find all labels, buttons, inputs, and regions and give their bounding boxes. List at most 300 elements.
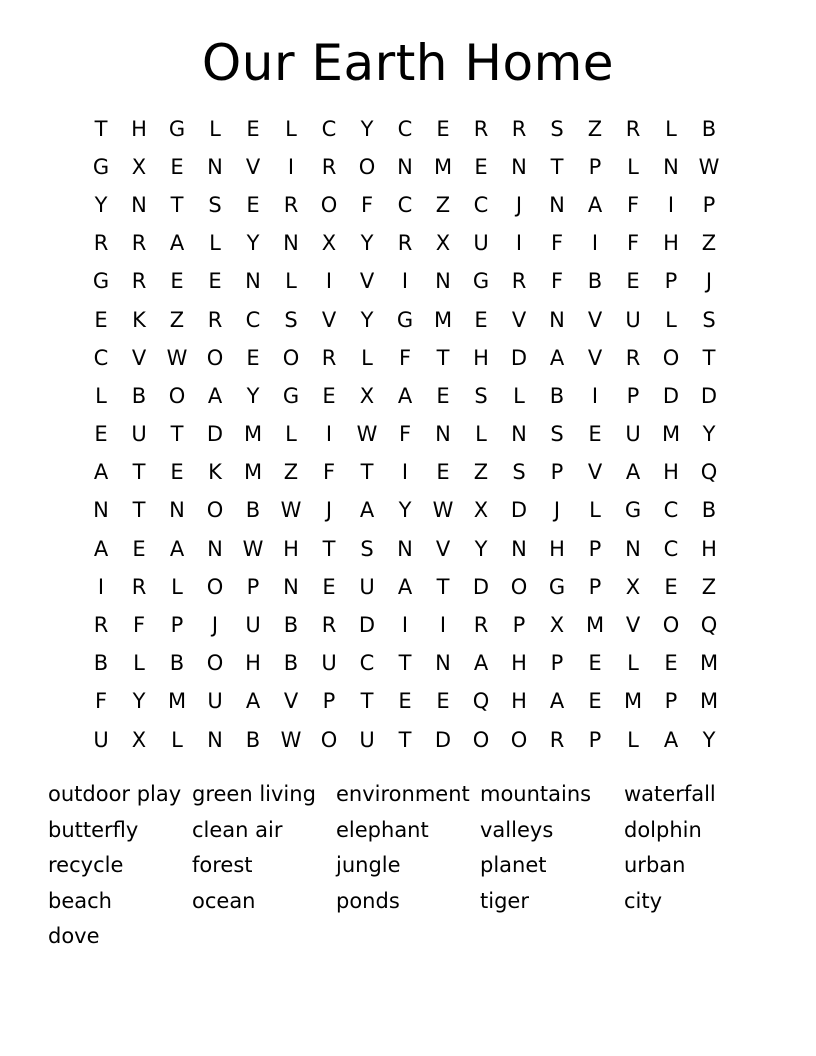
grid-letter: L [475, 422, 487, 447]
word-list-item: valleys [480, 817, 554, 842]
word-list-item: ocean [192, 888, 256, 913]
grid-letter: I [287, 154, 295, 179]
grid-letter: I [401, 460, 409, 485]
grid-letter: E [436, 116, 450, 141]
grid-letter: Z [701, 231, 717, 256]
grid-letter: S [284, 307, 298, 332]
grid-letter: O [510, 727, 528, 752]
grid-letter: P [702, 192, 716, 217]
grid-letter: B [701, 116, 717, 141]
grid-letter: N [245, 269, 261, 294]
grid-letter: L [665, 307, 677, 332]
grid-letter: F [398, 345, 412, 370]
grid-letter: P [664, 689, 678, 714]
grid-letter: I [401, 269, 409, 294]
grid-letter: J [325, 498, 333, 523]
grid-letter: J [553, 498, 561, 523]
grid-letter: N [207, 154, 223, 179]
grid-letter: O [662, 345, 680, 370]
grid-letter: L [285, 422, 297, 447]
grid-letter: W [242, 536, 264, 561]
grid-letter: I [97, 574, 105, 599]
grid-letter: H [245, 651, 261, 676]
grid-letter: E [322, 574, 336, 599]
grid-letter: O [320, 727, 338, 752]
grid-letter: O [206, 574, 224, 599]
grid-letter: T [550, 154, 564, 179]
grid-letter: X [435, 231, 451, 256]
grid-letter: P [626, 383, 640, 408]
grid-letter: E [170, 269, 184, 294]
grid-letter: A [169, 231, 185, 256]
grid-letter: I [325, 422, 333, 447]
grid-letter: R [397, 231, 413, 256]
grid-letter: C [321, 116, 337, 141]
grid-letter: B [245, 498, 261, 523]
grid-letter: R [207, 307, 223, 332]
grid-letter: V [283, 689, 299, 714]
grid-letter: M [623, 689, 643, 714]
grid-letter: V [435, 536, 451, 561]
grid-letter: V [587, 460, 603, 485]
grid-letter: E [208, 269, 222, 294]
grid-letter: F [322, 460, 336, 485]
grid-letter: Y [360, 231, 374, 256]
grid-letter: M [699, 689, 719, 714]
grid-letter: W [432, 498, 454, 523]
word-list-item: clean air [192, 817, 283, 842]
grid-letter: Y [94, 192, 108, 217]
grid-letter: L [133, 651, 145, 676]
grid-letter: M [699, 651, 719, 676]
grid-letter: C [473, 192, 489, 217]
grid-letter: R [93, 231, 109, 256]
grid-letter: Z [435, 192, 451, 217]
grid-letter: T [436, 345, 450, 370]
grid-letter: I [591, 231, 599, 256]
grid-letter: H [131, 116, 147, 141]
word-list-item: outdoor play [48, 782, 182, 806]
grid-letter: G [92, 269, 110, 294]
grid-letter: E [132, 536, 146, 561]
grid-letter: Q [472, 689, 490, 714]
grid-letter: W [166, 345, 188, 370]
grid-letter: E [588, 651, 602, 676]
grid-letter: C [245, 307, 261, 332]
grid-letter: E [246, 192, 260, 217]
grid-letter: B [283, 613, 299, 638]
grid-letter: N [397, 536, 413, 561]
grid-letter: E [626, 269, 640, 294]
grid-letter: X [359, 383, 375, 408]
grid-letter: E [664, 651, 678, 676]
grid-letter: T [360, 460, 374, 485]
grid-letter: F [626, 231, 640, 256]
grid-letter: L [285, 116, 297, 141]
grid-letter: B [283, 651, 299, 676]
grid-letter: U [321, 651, 337, 676]
grid-letter: B [701, 498, 717, 523]
grid-letter: X [625, 574, 641, 599]
grid-letter: E [170, 154, 184, 179]
grid-letter: A [207, 383, 223, 408]
grid-letter: V [587, 345, 603, 370]
grid-letter: W [280, 727, 302, 752]
letter-grid [82, 110, 728, 759]
grid-letter: C [663, 536, 679, 561]
word-list-item: elephant [336, 817, 429, 842]
grid-letter: R [625, 116, 641, 141]
grid-letter: U [131, 422, 147, 447]
grid-letter: U [473, 231, 489, 256]
grid-letter: E [474, 307, 488, 332]
grid-letter: D [358, 613, 376, 638]
grid-letter: L [209, 231, 221, 256]
grid-letter: B [245, 727, 261, 752]
grid-letter: O [168, 383, 186, 408]
grid-letter: D [434, 727, 452, 752]
grid-letter: W [356, 422, 378, 447]
grid-letter: F [94, 689, 108, 714]
grid-letter: G [282, 383, 300, 408]
grid-letter: E [94, 307, 108, 332]
word-list [48, 777, 768, 955]
grid-letter: N [625, 536, 641, 561]
grid-letter: S [512, 460, 526, 485]
grid-letter: M [433, 307, 453, 332]
grid-letter: T [132, 498, 146, 523]
grid-letter: I [667, 192, 675, 217]
grid-letter: X [549, 613, 565, 638]
grid-letter: H [663, 231, 679, 256]
grid-letter: G [548, 574, 566, 599]
grid-letter: V [131, 345, 147, 370]
grid-letter: Y [246, 231, 260, 256]
grid-letter: N [511, 536, 527, 561]
grid-letter: A [397, 383, 413, 408]
grid-letter: I [325, 269, 333, 294]
grid-letter: T [702, 345, 716, 370]
grid-letter: N [435, 422, 451, 447]
grid-letter: R [511, 269, 527, 294]
grid-letter: U [625, 422, 641, 447]
grid-letter: X [131, 154, 147, 179]
grid-letter: M [243, 422, 263, 447]
grid-letter: J [211, 613, 219, 638]
grid-letter: D [510, 345, 528, 370]
grid-letter: F [550, 231, 564, 256]
grid-letter: N [397, 154, 413, 179]
grid-letter: E [588, 689, 602, 714]
grid-letter: N [663, 154, 679, 179]
grid-letter: N [511, 154, 527, 179]
grid-letter: E [170, 460, 184, 485]
grid-letter: F [626, 192, 640, 217]
grid-letter: A [549, 345, 565, 370]
word-list-item: environment [336, 782, 470, 806]
grid-letter: P [512, 613, 526, 638]
grid-letter: O [320, 192, 338, 217]
grid-letter: V [511, 307, 527, 332]
grid-letter: R [473, 116, 489, 141]
grid-letter: I [515, 231, 523, 256]
grid-letter: C [397, 116, 413, 141]
page-title: Our Earth Home [201, 34, 615, 92]
grid-letter: R [283, 192, 299, 217]
grid-letter: H [511, 651, 527, 676]
grid-letter: W [280, 498, 302, 523]
grid-letter: M [243, 460, 263, 485]
grid-letter: E [246, 116, 260, 141]
grid-letter: V [321, 307, 337, 332]
grid-letter: U [359, 727, 375, 752]
grid-letter: S [550, 116, 564, 141]
grid-letter: R [93, 613, 109, 638]
grid-letter: P [246, 574, 260, 599]
grid-letter: A [587, 192, 603, 217]
grid-letter: Z [283, 460, 299, 485]
grid-letter: Y [360, 116, 374, 141]
grid-letter: P [170, 613, 184, 638]
grid-letter: L [209, 116, 221, 141]
grid-letter: N [131, 192, 147, 217]
grid-letter: T [436, 574, 450, 599]
grid-letter: A [93, 536, 109, 561]
grid-letter: T [94, 116, 108, 141]
grid-letter: C [359, 651, 375, 676]
grid-letter: D [662, 383, 680, 408]
grid-letter: G [396, 307, 414, 332]
grid-letter: F [398, 422, 412, 447]
grid-letter: T [360, 689, 374, 714]
grid-letter: P [550, 460, 564, 485]
word-list-item: butterfly [48, 817, 139, 842]
grid-letter: A [169, 536, 185, 561]
grid-letter: U [93, 727, 109, 752]
grid-letter: L [361, 345, 373, 370]
grid-letter: N [435, 269, 451, 294]
grid-letter: J [705, 269, 713, 294]
grid-letter: P [664, 269, 678, 294]
grid-letter: A [245, 689, 261, 714]
grid-letter: P [588, 154, 602, 179]
grid-letter: E [474, 154, 488, 179]
word-list-item: planet [480, 853, 547, 877]
word-list-item: ponds [336, 888, 400, 913]
grid-letter: V [625, 613, 641, 638]
grid-letter: Y [398, 498, 412, 523]
grid-letter: Z [169, 307, 185, 332]
grid-letter: C [397, 192, 413, 217]
grid-letter: N [549, 307, 565, 332]
grid-letter: N [93, 498, 109, 523]
grid-letter: P [588, 574, 602, 599]
grid-letter: X [321, 231, 337, 256]
word-list-item: forest [192, 853, 253, 877]
grid-letter: M [167, 689, 187, 714]
grid-letter: F [550, 269, 564, 294]
grid-letter: X [473, 498, 489, 523]
grid-letter: V [587, 307, 603, 332]
word-list-item: dove [48, 924, 100, 948]
grid-letter: A [397, 574, 413, 599]
grid-letter: T [132, 460, 146, 485]
grid-letter: L [513, 383, 525, 408]
word-list-item: tiger [480, 888, 529, 913]
grid-letter: N [207, 727, 223, 752]
grid-letter: R [549, 727, 565, 752]
grid-letter: L [285, 269, 297, 294]
grid-letter: E [436, 689, 450, 714]
grid-letter: C [663, 498, 679, 523]
grid-letter: E [664, 574, 678, 599]
grid-letter: Q [700, 613, 718, 638]
grid-letter: L [171, 727, 183, 752]
grid-letter: T [322, 536, 336, 561]
grid-letter: O [662, 613, 680, 638]
grid-letter: G [472, 269, 490, 294]
grid-letter: L [589, 498, 601, 523]
grid-letter: N [549, 192, 565, 217]
grid-letter: P [588, 536, 602, 561]
grid-letter: O [206, 345, 224, 370]
grid-letter: T [170, 422, 184, 447]
grid-letter: E [436, 460, 450, 485]
grid-letter: T [170, 192, 184, 217]
grid-letter: U [245, 613, 261, 638]
grid-letter: Z [701, 574, 717, 599]
grid-letter: H [701, 536, 717, 561]
grid-letter: Z [473, 460, 489, 485]
grid-letter: T [398, 651, 412, 676]
grid-letter: N [169, 498, 185, 523]
grid-letter: N [283, 574, 299, 599]
grid-letter: A [663, 727, 679, 752]
grid-letter: R [473, 613, 489, 638]
grid-letter: H [663, 460, 679, 485]
grid-letter: X [131, 727, 147, 752]
grid-letter: K [208, 460, 222, 485]
word-list-item: urban [624, 853, 686, 877]
grid-letter: V [359, 269, 375, 294]
grid-letter: H [549, 536, 565, 561]
grid-letter: B [169, 651, 185, 676]
grid-letter: R [321, 345, 337, 370]
grid-letter: A [359, 498, 375, 523]
grid-letter: C [93, 345, 109, 370]
grid-letter: M [585, 613, 605, 638]
word-list-item: mountains [480, 782, 592, 806]
grid-letter: A [549, 689, 565, 714]
grid-letter: S [360, 536, 374, 561]
grid-letter: H [511, 689, 527, 714]
grid-letter: E [588, 422, 602, 447]
word-list-item: dolphin [624, 817, 702, 842]
grid-letter: G [168, 116, 186, 141]
word-list-item: jungle [336, 853, 401, 877]
grid-letter: E [436, 383, 450, 408]
grid-letter: S [208, 192, 222, 217]
grid-letter: G [92, 154, 110, 179]
grid-letter: O [472, 727, 490, 752]
grid-letter: A [93, 460, 109, 485]
grid-letter: K [132, 307, 146, 332]
grid-letter: Q [700, 460, 718, 485]
grid-letter: Y [474, 536, 488, 561]
grid-letter: O [358, 154, 376, 179]
grid-letter: P [322, 689, 336, 714]
grid-letter: U [625, 307, 641, 332]
grid-letter: L [95, 383, 107, 408]
grid-letter: H [283, 536, 299, 561]
grid-letter: R [625, 345, 641, 370]
grid-letter: I [401, 613, 409, 638]
grid-letter: R [321, 154, 337, 179]
grid-letter: S [550, 422, 564, 447]
grid-letter: E [246, 345, 260, 370]
grid-letter: D [700, 383, 718, 408]
grid-letter: B [587, 269, 603, 294]
grid-letter: A [625, 460, 641, 485]
grid-letter: B [131, 383, 147, 408]
grid-letter: U [359, 574, 375, 599]
grid-letter: Y [702, 727, 716, 752]
grid-letter: I [591, 383, 599, 408]
grid-letter: R [131, 574, 147, 599]
grid-letter: V [245, 154, 261, 179]
grid-letter: M [661, 422, 681, 447]
grid-letter: D [510, 498, 528, 523]
grid-letter: L [627, 651, 639, 676]
grid-letter: L [665, 116, 677, 141]
word-list-item: recycle [48, 853, 124, 877]
grid-letter: B [549, 383, 565, 408]
grid-letter: J [515, 192, 523, 217]
grid-letter: S [474, 383, 488, 408]
grid-letter: Y [246, 383, 260, 408]
grid-letter: Z [587, 116, 603, 141]
grid-letter: E [322, 383, 336, 408]
grid-letter: D [472, 574, 490, 599]
grid-letter: N [511, 422, 527, 447]
grid-letter: Y [702, 422, 716, 447]
grid-letter: L [627, 154, 639, 179]
grid-letter: R [131, 269, 147, 294]
grid-letter: H [473, 345, 489, 370]
grid-letter: N [435, 651, 451, 676]
grid-letter: E [94, 422, 108, 447]
grid-letter: P [588, 727, 602, 752]
grid-letter: R [131, 231, 147, 256]
grid-letter: M [433, 154, 453, 179]
grid-letter: D [206, 422, 224, 447]
grid-letter: O [206, 651, 224, 676]
grid-letter: S [702, 307, 716, 332]
word-list-item: green living [192, 782, 316, 806]
grid-letter: F [360, 192, 374, 217]
grid-letter: O [282, 345, 300, 370]
grid-letter: N [283, 231, 299, 256]
grid-letter: L [627, 727, 639, 752]
grid-letter: B [93, 651, 109, 676]
grid-letter: F [132, 613, 146, 638]
grid-letter: A [473, 651, 489, 676]
grid-letter: L [171, 574, 183, 599]
grid-letter: Y [132, 689, 146, 714]
grid-letter: T [398, 727, 412, 752]
grid-letter: N [207, 536, 223, 561]
grid-letter: Y [360, 307, 374, 332]
